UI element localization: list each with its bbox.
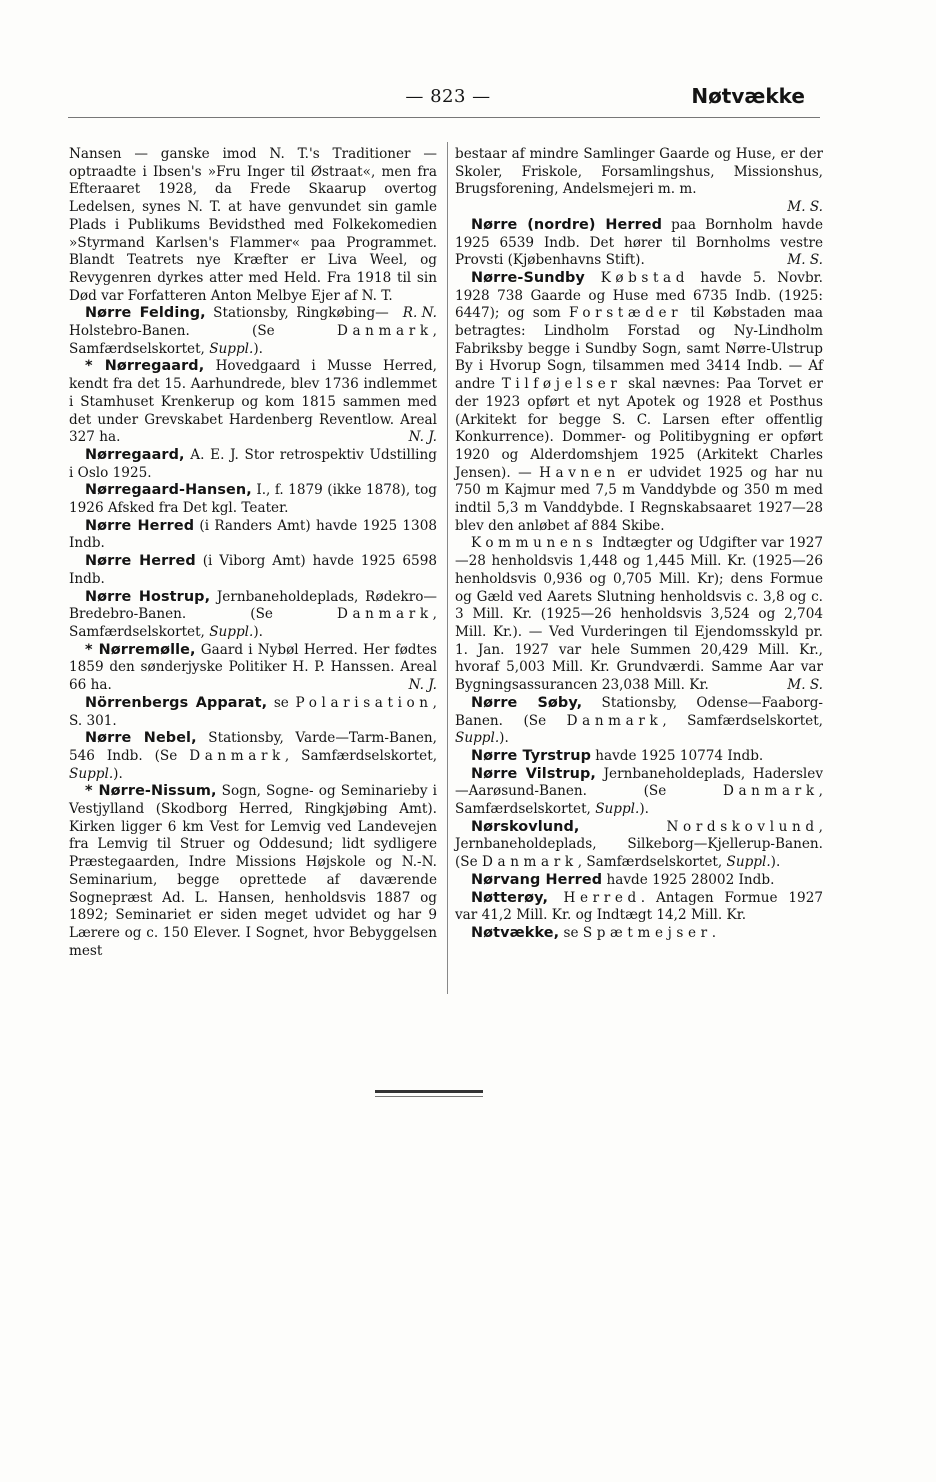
signature: R. N. [402, 305, 437, 322]
entry-norregaard-hansen: Nørregaard-Hansen, I., f. 1879 (ikke 1878), tog 1926 Afsked fra Det kgl. Teater. [69, 482, 437, 517]
signature: N. J. [408, 677, 437, 694]
entry-notvaekke: Nøtvække, se Spætmejser. [471, 924, 717, 941]
entry-norregaard-estate: * Nørregaard, Hovedgaard i Musse Herred, kendt fra det 15. Aarhundrede, blev 1736 indlemmet i Stamhuset Krenkerup og kom 1815 sammen med det under Grevskabet Hardenberg Reventlow. Areal 327 ha. N. J. [69, 358, 437, 446]
entry-heading: Nørre Nebel, [85, 730, 197, 747]
signature: M. S. [787, 252, 823, 269]
entry-heading: Nørre Herred [85, 553, 196, 570]
entry-heading: Nørre Søby, [471, 694, 583, 711]
entry-heading: Nørvang Herred [471, 871, 603, 888]
entry-norre-nebel: Nørre Nebel, Stationsby, Varde—Tarm-Banen, 546 Indb. (Se Danmark, Samfærdselskortet, Suppl.). [69, 730, 438, 782]
entry-norre-felding: Nørre Felding, Stationsby, Ringkøbing—Holstebro-Banen. (Se Danmark, Samfærdselskortet, Suppl.). [69, 305, 437, 357]
running-head-word: Nøtvække [691, 84, 805, 108]
signature: N. J. [408, 429, 437, 446]
entry-norregaard-painter: Nørregaard, A. E. J. Stor retrospektiv Udstilling i Oslo 1925. [69, 446, 437, 481]
entry-heading: Nørregaard-Hansen, [85, 482, 252, 499]
left-column [69, 146, 437, 960]
entry-heading: * Nørremølle, [85, 641, 196, 658]
entry-heading: Nørre Vilstrup, [471, 765, 596, 782]
entry-heading: Nørre Hostrup, [85, 588, 211, 605]
entry-norre-hostrup: Nørre Hostrup, Jernbaneholdeplads, Rødekro—Bredebro-Banen. (Se Danmark, Samfærdselskortet, Suppl.). [69, 588, 437, 640]
entry-heading: Nörrenbergs Apparat, [85, 694, 268, 711]
entry-norre-herred-viborg: Nørre Herred (i Viborg Amt) havde 1925 6598 Indb. [69, 553, 438, 587]
entry-norvang-herred: Nørvang Herred havde 1925 28002 Indb. [471, 871, 775, 888]
end-rule-thin [375, 1096, 483, 1097]
entry-norre-nissum: * Nørre-Nissum, Sogn, Sogne- og Seminarieby i Vestjylland (Skodborg Herred, Ringkjøbing Amt). Kirken ligger 6 km Vest for Lemvig ved Landevejen fra Lemvig til Struer og Oddesund; lidt sydligere Præstegaarden, Indre Missions Højskole og N.-N. Seminarium, begge oprettede af daværende Sognepræst Ad. L. Hansen, henholdsvis 1887 og 1892; Seminariet er siden meget udvidet og har 9 Lærere og c. 150 Elever. I Sognet, hvor Bebyggelsen mest [69, 783, 437, 959]
entry-norrenbergs-apparat: Nörrenbergs Apparat, se Polarisation, S. 301. [69, 694, 437, 729]
entry-norre-sundby: Nørre-Sundby Købstad havde 5. Novbr. 1928 738 Gaarde og Huse med 6735 Indb. (1925: 6447); og som Forstæder til Købstaden maa betragtes: Lindholm Forstad og Ny-Lindholm Fabriksby begge i Sundby Sogn, samt Nørre-Ulstrup By i Hvorup Sogn, tilsammen med 3414 Indb. — Af andre Tilføjelser skal nævnes: Paa Torvet er der 1923 opført et nyt Apotek og 1928 et Posthus (Arkitekt for begge S. C. Larsen efter offentlig Konkurrence). Dommer- og Politibygning er opført 1920 og Alderdomshjem 1925 (Arkitekt Charles Jensen). — Havnen er udvidet 1925 og har nu 750 m Kajmur med 7,5 m Vanddybde og 350 m med indtil 5,3 m Vanddybde. I Regnskabsaaret 1927—28 blev den anløbet af 884 Skibe. [455, 269, 823, 534]
entry-heading: Nøtvække, [471, 924, 560, 941]
entry-norremolle: * Nørremølle, Gaard i Nybøl Herred. Her fødtes 1859 den sønderjyske Politiker H. P. Hanssen. Areal 66 ha. N. J. [69, 641, 437, 694]
entry-heading: Nørregaard, [85, 446, 185, 463]
entry-heading: Nøtterøy, [471, 889, 549, 906]
entry-heading: Nørre-Sundby [471, 269, 585, 286]
entry-heading: * Nørregaard, [85, 358, 205, 375]
entry-heading: Nørre Felding, [85, 305, 206, 322]
header-rule [68, 117, 820, 118]
entry-heading: * Nørre-Nissum, [85, 783, 217, 800]
entry-norre-nissum-continuation: bestaar af mindre Samlinger Gaarde og Huse, er der Skoler, Friskole, Forsamlingshus, Missionshus, Brugsforening, Andelsmejeri m. m. [455, 146, 823, 198]
column-divider [447, 142, 448, 994]
entry-notteroy: Nøtterøy, Herred. Antagen Formue 1927 var 41,2 Mill. Kr. og Indtægt 14,2 Mill. Kr. [455, 889, 823, 924]
entry-nansen-continuation: Nansen — ganske imod N. T.'s Traditioner — optraadte i Ibsen's »Fru Inger til Østraat«, men fra Efteraaret 1928, da Frede Skaarup overtog Ledelsen, synes N. T. at have genvundet sin gamle Plads i Publikums Bevidsthed med Folkekomedien »Styrmand Karlsen's Flammer« paa Programmet. Blandt Teatrets nye Kræfter er Liva Weel, og Revygenren dyrkes atter med Held. Fra 1918 til sin Død var Forfatteren Anton Melbye Ejer af N. T. R. N. [69, 146, 437, 322]
entry-norskovlund: Nørskovlund, Nordskovlund, Jernbaneholdeplads, Silkeborg—Kjellerup-Banen. (Se Danmark, Samfærdselskortet, Suppl.). [455, 818, 823, 871]
entry-norre-nordre-herred: Nørre (nordre) Herred paa Bornholm havde 1925 6539 Indb. Det hører til Bornholms vestre Provsti (Kjøbenhavns Stift). M. S. [455, 216, 824, 269]
entry-norre-sundby-finances: Kommunens Indtægter og Udgifter var 1927—28 henholdsvis 1,448 og 1,445 Mill. Kr. (1925—26 henholdsvis 0,936 og 0,705 Mill. Kr); dens Formue og Gæld ved Aarets Slutning henholdsvis c. 3,8 og c. 3 Mill. Kr. (1925—26 henholdsvis 3,524 og 2,704 Mill. Kr.). — Ved Vurderingen til Ejendomsskyld pr. 1. Jan. 1927 var hele Summen 20,429 Mill. Kr., hvoraf 5,003 Mill. Kr. Grundværdi. Samme Aar var Bygningsassurancen 23,038 Mill. Kr. M. S. [455, 535, 823, 694]
entry-heading: Nørre Herred [85, 517, 195, 534]
entry-norre-soby: Nørre Søby, Stationsby, Odense—Faaborg-Banen. (Se Danmark, Samfærdselskortet, Suppl.). [455, 694, 823, 747]
page-number: — 823 — [405, 86, 491, 107]
entry-norre-herred-randers: Nørre Herred (i Randers Amt) havde 1925 1308 Indb. [69, 517, 437, 552]
entry-heading: Nørre (nordre) Herred [471, 216, 663, 233]
signature: M. S. [787, 199, 823, 216]
entry-norre-vilstrup: Nørre Vilstrup, Jernbaneholdeplads, Haderslev—Aarøsund-Banen. (Se Danmark, Samfærdselskortet, Suppl.). [455, 765, 824, 818]
entry-heading: Nørre Tyrstrup [471, 747, 591, 764]
right-column [455, 146, 823, 943]
entry-heading: Nørskovlund, [471, 818, 580, 835]
end-rule [375, 1090, 483, 1093]
entry-norre-tyrstrup: Nørre Tyrstrup havde 1925 10774 Indb. [471, 747, 764, 764]
signature: M. S. [787, 677, 823, 694]
